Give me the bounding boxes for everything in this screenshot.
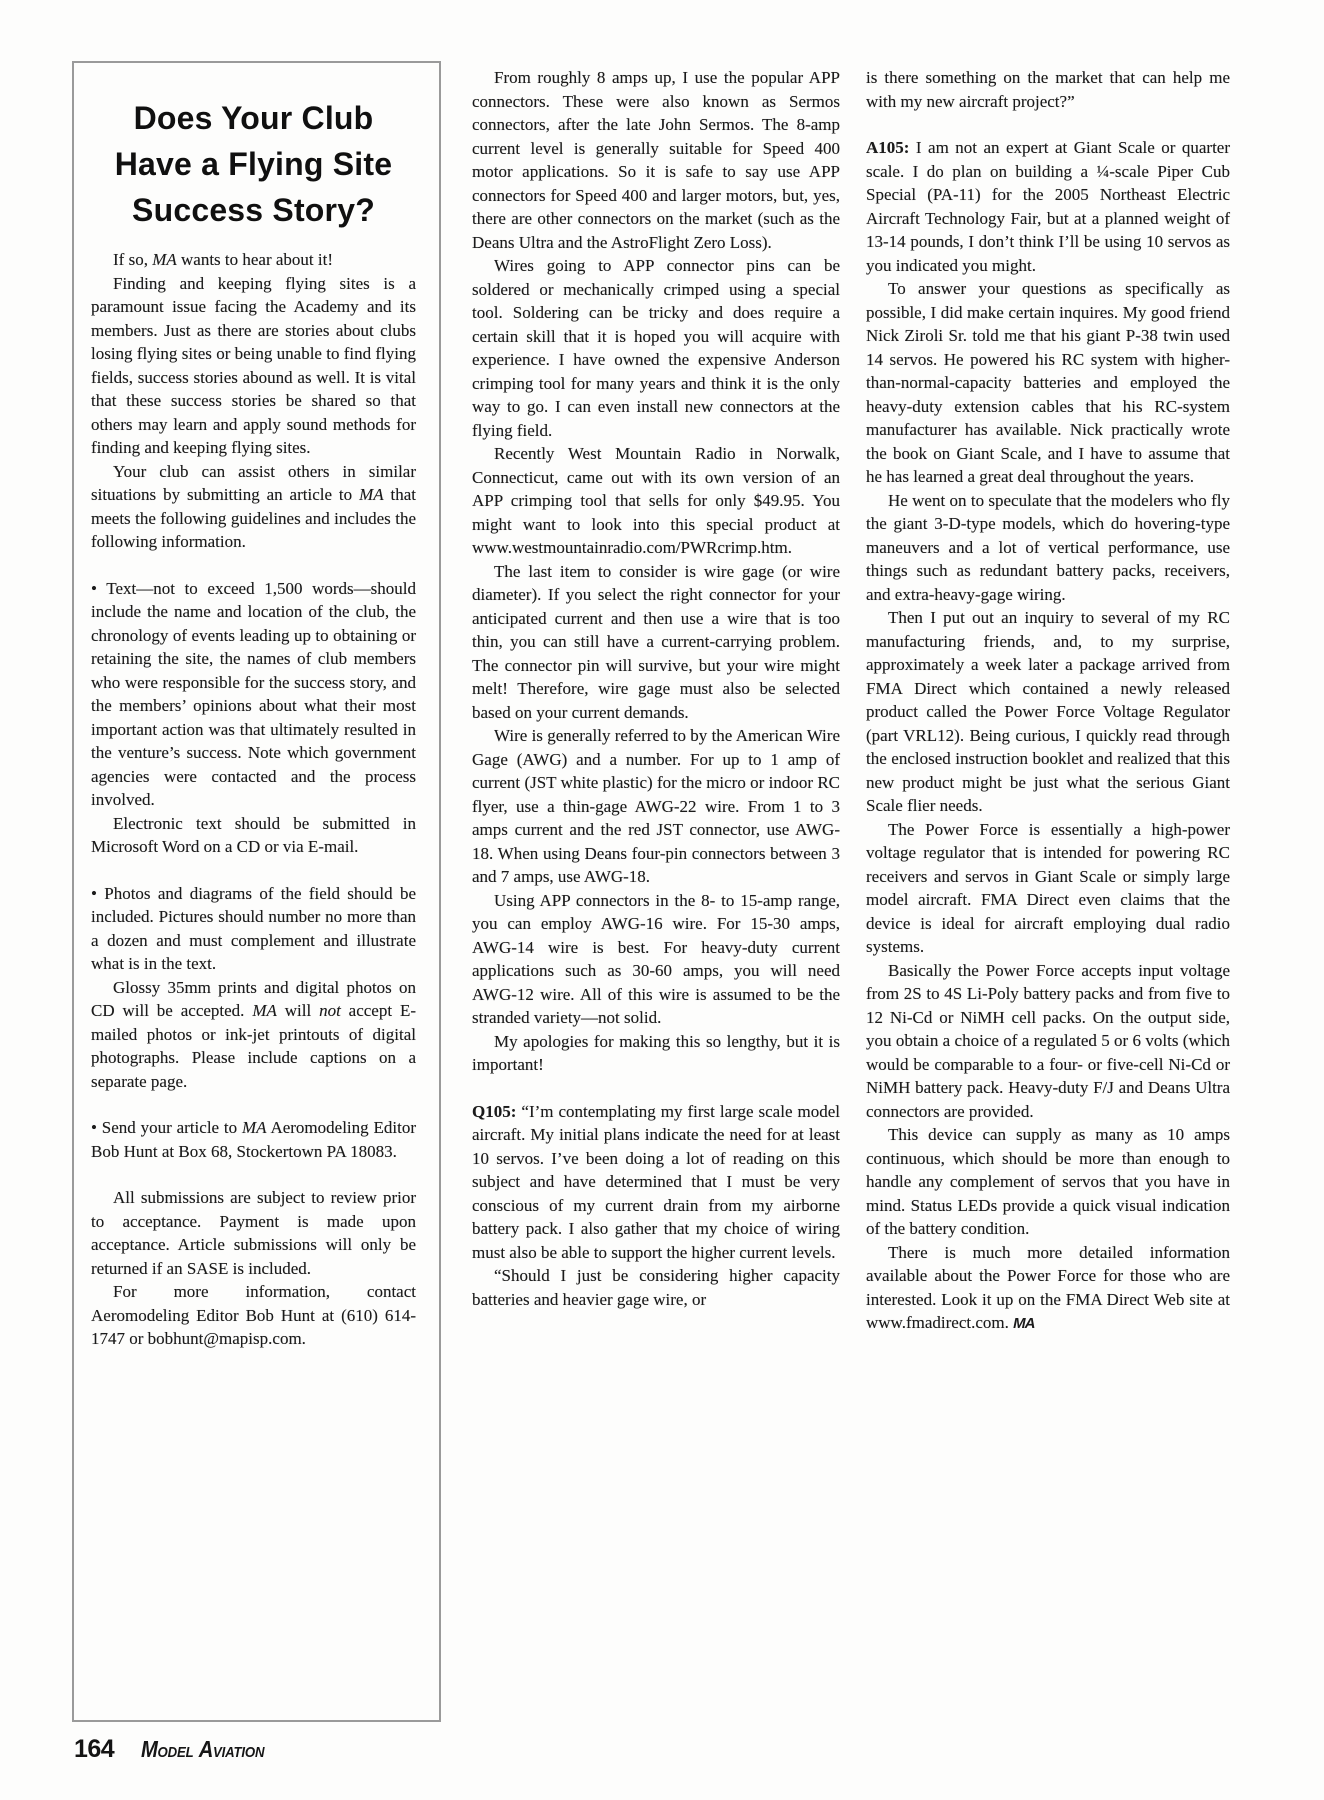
text-run: Your club can assist others in similar situations by submitting an article to — [91, 461, 416, 504]
paragraph — [91, 812, 416, 859]
paragraph — [472, 442, 840, 560]
paragraph — [91, 882, 416, 976]
paragraph — [472, 1100, 840, 1265]
text-run: Finding and keeping flying sites is a paramount issue facing the Academy and its members. Just as there are stories about clubs losing flying sites or being unable to find flying fields, success stories abound as well. It is vital that these success stories be shared so that others may learn and apply sound methods for finding and keeping flying sites. — [91, 273, 416, 457]
paragraph — [472, 1264, 840, 1311]
sidebar-title-line: Does Your Club — [133, 100, 374, 136]
paragraph — [472, 560, 840, 725]
paragraph — [866, 1123, 1230, 1241]
magazine-logo-part: M — [141, 1736, 158, 1762]
text-run: • Text—not to exceed 1,500 words—should include the name and location of the club, the chronology of events leading up to obtaining or retaining the site, the names of club members who were responsible for the success story, and the members’ opinions about what their most important action was that ultimately resulted in the venture’s success. Note which government agencies were contacted and the process involved. — [91, 578, 416, 809]
paragraph — [866, 959, 1230, 1124]
text-run: MA — [242, 1118, 267, 1137]
text-run: If so, — [113, 250, 153, 269]
text-run: The last item to consider is wire gage (or wire diameter). If you select the right connector for your anticipated current and then use a wire that is too thin, you can still have a current-carrying problem. The connector pin will survive, but your wire might melt! Therefore, wire gage must also be selected based on your current demands. — [472, 561, 840, 722]
text-run: He went on to speculate that the modelers who fly the giant 3-D-type models, which do hovering-type maneuvers and a lot of vertical performance, use things such as redundant battery packs, receivers, and extra-heavy-gage wiring. — [866, 490, 1230, 604]
paragraph — [91, 272, 416, 460]
paragraph — [91, 460, 416, 554]
text-run: Then I put out an inquiry to several of my RC manufacturing friends, and, to my surprise, approximately a week later a package arrived from FMA Direct which contained a newly released product called the Power Force Voltage Regulator (part VRL12). Being curious, I quickly read through the enclosed instruction booklet and realized that this new product might be just what the serious Giant Scale flier needs. — [866, 608, 1230, 815]
flying-site-sidebar — [72, 61, 441, 1722]
magazine-logo-part: A — [198, 1736, 214, 1762]
magazine-logo — [141, 1736, 264, 1763]
text-run: Wires going to APP connector pins can be soldered or mechanically crimped using a special tool. Soldering can be tricky and does require a certain skill that it is hoped you will acquire with experience. I have owned the expensive Anderson crimping tool for many years and think it is the only way to go. I can even install new connectors at the flying field. — [472, 256, 840, 440]
column-middle — [472, 66, 840, 1311]
paragraph — [472, 254, 840, 442]
text-run: Q105: — [472, 1101, 517, 1121]
text-run: accept E-mailed photos or ink-jet printouts of digital photographs. Please include captions on a separate page. — [91, 1001, 416, 1091]
text-run: is there something on the market that can help me with my new aircraft project?” — [866, 68, 1230, 111]
text-run: The Power Force is essentially a high-power voltage regulator that is intended for powering RC receivers and servos in Giant Scale or simply large model aircraft. FMA Direct even claims that the device is ideal for aircraft employing dual radio systems. — [866, 819, 1230, 956]
text-run: All submissions are subject to review prior to acceptance. Payment is made upon acceptance. Article submissions will only be returned if an SASE is included. — [91, 1188, 416, 1278]
page-number: 164 — [74, 1735, 115, 1763]
text-run: • Send your article to — [91, 1118, 242, 1137]
text-run: Aeromodeling Editor Bob Hunt at Box 68, Stockertown PA 18083. — [91, 1118, 416, 1161]
sidebar-title — [91, 95, 416, 233]
sidebar-body — [91, 248, 416, 1351]
paragraph — [866, 818, 1230, 959]
paragraph — [866, 1241, 1230, 1336]
text-run: “Should I just be considering higher capacity batteries and heavier gage wire, or — [472, 1266, 840, 1309]
paragraph — [91, 577, 416, 812]
text-run: I am not an expert at Giant Scale or quarter scale. I do plan on building a ¼-scale Piper Cub Special (PA-11) for the 2005 Northeast Electric Aircraft Technology Fair, but at a planned weight of 13-14 pounds, I don’t think I’ll be using 10 servos as you indicated you might. — [866, 138, 1230, 275]
text-run: Wire is generally referred to by the American Wire Gage (AWG) and a number. For up to 1 amp of current (JST white plastic) for the micro or indoor RC flyer, use a thin-gage AWG-22 wire. From 1 to 3 amps current and the red JST connector, use AWG-18. When using Deans four-pin connectors between 3 and 7 amps, use AWG-18. — [472, 726, 840, 886]
text-run: MA — [152, 250, 177, 269]
text-run: Electronic text should be submitted in Microsoft Word on a CD or via E-mail. — [91, 813, 416, 856]
text-run: MA — [359, 485, 384, 504]
paragraph — [91, 976, 416, 1094]
paragraph — [866, 489, 1230, 607]
paragraph — [91, 1280, 416, 1351]
text-run: • Photos and diagrams of the field should be included. Pictures should number no more than a dozen and must complement and illustrate what is in the text. — [91, 883, 416, 973]
text-run: Glossy 35mm prints and digital photos on CD will be accepted. — [91, 977, 416, 1020]
text-run: Using APP connectors in the 8- to 15-amp range, you can employ AWG-16 wire. For 15-30 amps, AWG-14 wire is best. For heavy-duty current applications such as 30-60 amps, you will need AWG-12 wire. All of this wire is assumed to be the stranded variety—not solid. — [472, 890, 840, 1027]
paragraph — [472, 724, 840, 889]
text-run: Recently West Mountain Radio in Norwalk, Connecticut, came out with its own version of an APP crimping tool that sells for only $49.95. You might want to look into this special product at www.westmountainradio.com/PWRcrimp.htm. — [472, 444, 840, 557]
paragraph — [866, 66, 1230, 113]
text-run: For more information, contact Aeromodeling Editor Bob Hunt at (610) 614-1747 or bobhunt@mapisp.com. — [91, 1282, 416, 1348]
page-footer — [74, 1735, 281, 1764]
ma-end-logo: MA — [1013, 1315, 1035, 1332]
paragraph — [472, 66, 840, 254]
magazine-logo-part: ODEL — [157, 1744, 194, 1761]
sidebar-title-line: Have a Flying Site — [114, 146, 393, 182]
paragraph — [91, 1186, 416, 1280]
text-run: will — [276, 1001, 320, 1020]
sidebar-title-line: Success Story? — [132, 192, 375, 228]
magazine-logo-part: VIATION — [213, 1744, 265, 1761]
paragraph — [866, 277, 1230, 489]
text-run: “I’m contemplating my first large scale model aircraft. My initial plans indicate the need for at least 10 servos. I’ve been doing a lot of reading on this subject and have determined that I must be very conscious of my current drain from my airborne battery pack. I also gather that my choice of wiring must also be able to support the higher current levels. — [472, 1101, 840, 1262]
text-run: that meets the following guidelines and includes the following information. — [91, 485, 417, 551]
text-run: From roughly 8 amps up, I use the popular APP connectors. These were also known as Sermos connectors, after the late John Sermos. The 8-amp current level is generally suitable for Speed 400 motor applications. So it is safe to say use APP connectors for Speed 400 and larger motors, but, yes, there are other connectors on the market (such as the Deans Ultra and the AstroFlight Zero Loss). — [472, 68, 840, 252]
text-run: wants to hear about it! — [176, 250, 334, 269]
paragraph — [866, 606, 1230, 818]
text-run: MA — [252, 1001, 277, 1020]
text-run: Basically the Power Force accepts input voltage from 2S to 4S Li-Poly battery packs and from five to 12 Ni-Cd or NiMH cell packs. On the output side, you obtain a choice of a regulated 5 or 6 volts (which would be comparable to a four- or five-cell Ni-Cd or NiMH battery pack. Heavy-duty F/J and Deans Ultra connectors are provided. — [866, 960, 1230, 1121]
text-run: There is much more detailed information available about the Power Force for those who are interested. Look it up on the FMA Direct Web site at www.fmadirect.com. — [866, 1242, 1230, 1332]
paragraph — [91, 248, 416, 272]
paragraph — [866, 136, 1230, 277]
text-run: My apologies for making this so lengthy, but it is important! — [472, 1031, 840, 1074]
column-right — [866, 66, 1230, 1336]
text-run: A105: — [866, 138, 910, 157]
paragraph — [472, 889, 840, 1030]
text-run: not — [319, 1001, 341, 1020]
paragraph — [472, 1030, 840, 1077]
paragraph — [91, 1116, 416, 1163]
text-run: This device can supply as many as 10 amps continuous, which should be more than enough to handle any complement of servos that you have in mind. Status LEDs provide a quick visual indication of the battery condition. — [866, 1125, 1230, 1238]
text-run: To answer your questions as specifically as possible, I did make certain inquires. My good friend Nick Ziroli Sr. told me that his giant P-38 twin used 14 servos. He powered his RC system with higher-than-normal-capacity batteries and employed the heavy-duty extension cables that his RC-system manufacturer has available. Nick practically wrote the book on Giant Scale, and I have to assume that he has learned a great deal throughout the years. — [866, 279, 1230, 486]
